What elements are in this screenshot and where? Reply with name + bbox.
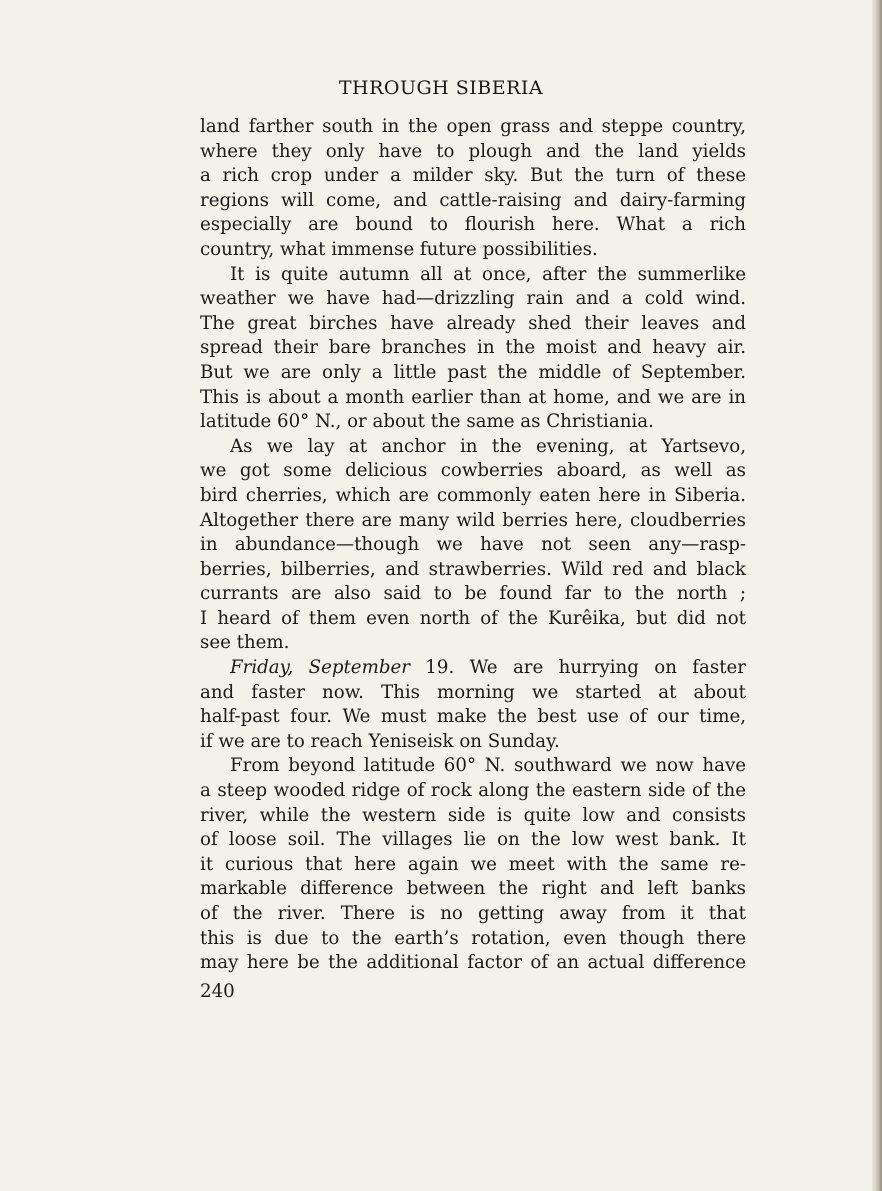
text-line: markable difference between the right and left banks bbox=[200, 878, 746, 900]
date-heading: Friday, September bbox=[230, 657, 410, 679]
paragraph-start-line: From beyond latitude 60° N. southward we now have bbox=[230, 755, 746, 777]
text-line: we got some delicious cowberries aboard, as well as bbox=[200, 460, 746, 482]
text-run: 19. We are hurrying on faster bbox=[409, 657, 746, 679]
text-line: river, while the western side is quite low and consists bbox=[200, 804, 746, 826]
text-line: in abundance—though we have not seen any—rasp- bbox=[200, 534, 746, 556]
text-line: bird cherries, which are commonly eaten here in Siberia. bbox=[200, 484, 746, 506]
running-head: THROUGH SIBERIA bbox=[338, 77, 544, 99]
paragraph-start-line: As we lay at anchor in the evening, at Yartsevo, bbox=[230, 435, 746, 457]
text-line: currants are also said to be found far to the north ; bbox=[200, 583, 746, 605]
text-line: if we are to reach Yeniseisk on Sunday. bbox=[200, 730, 560, 752]
paragraph-start-line bbox=[200, 656, 746, 681]
page-edge bbox=[872, 0, 882, 1191]
text-line: of the river. There is no getting away from it that bbox=[200, 903, 746, 924]
text-line: This is about a month earlier than at home, and we are in bbox=[200, 386, 746, 408]
text-line: country, what immense future possibilities. bbox=[200, 238, 598, 260]
text-line: regions will come, and cattle-raising and dairy-farming bbox=[200, 189, 746, 211]
text-line: Altogether there are many wild berries here, cloudberries bbox=[200, 509, 746, 531]
text-line: it curious that here again we meet with the same re- bbox=[200, 853, 746, 875]
body-text bbox=[200, 115, 746, 976]
text-line: may here be the additional factor of an actual difference bbox=[200, 952, 746, 974]
text-line: and faster now. This morning we started at about bbox=[200, 681, 746, 703]
text-line: where they only have to plough and the land yields bbox=[200, 140, 746, 162]
text-line: a rich crop under a milder sky. But the turn of these bbox=[200, 165, 746, 187]
text-line: I heard of them even north of the Kurêika, but did not bbox=[200, 607, 746, 629]
text-line: especially are bound to flourish here. What a rich bbox=[200, 214, 746, 236]
text-line: The great birches have already shed their leaves and bbox=[200, 312, 746, 334]
text-line: half-past four. We must make the best use of our time, bbox=[200, 706, 746, 728]
text-line: land farther south in the open grass and steppe country, bbox=[200, 116, 746, 137]
paragraph-start-line: It is quite autumn all at once, after the summerlike bbox=[230, 263, 746, 285]
text-line: latitude 60° N., or about the same as Christiania. bbox=[200, 411, 654, 433]
text-line: see them. bbox=[200, 632, 290, 654]
text-line: weather we have had—drizzling rain and a cold wind. bbox=[200, 288, 746, 310]
text-line: this is due to the earth’s rotation, even though there bbox=[200, 927, 746, 949]
text-line: spread their bare branches in the moist and heavy air. bbox=[200, 337, 746, 359]
text-line: a steep wooded ridge of rock along the eastern side of the bbox=[200, 780, 746, 802]
text-line: But we are only a little past the middle of September. bbox=[200, 361, 746, 383]
text-line: berries, bilberries, and strawberries. Wild red and black bbox=[200, 558, 746, 580]
page-number: 240 bbox=[200, 981, 235, 1002]
text-line: of loose soil. The villages lie on the low west bank. It bbox=[200, 829, 746, 851]
